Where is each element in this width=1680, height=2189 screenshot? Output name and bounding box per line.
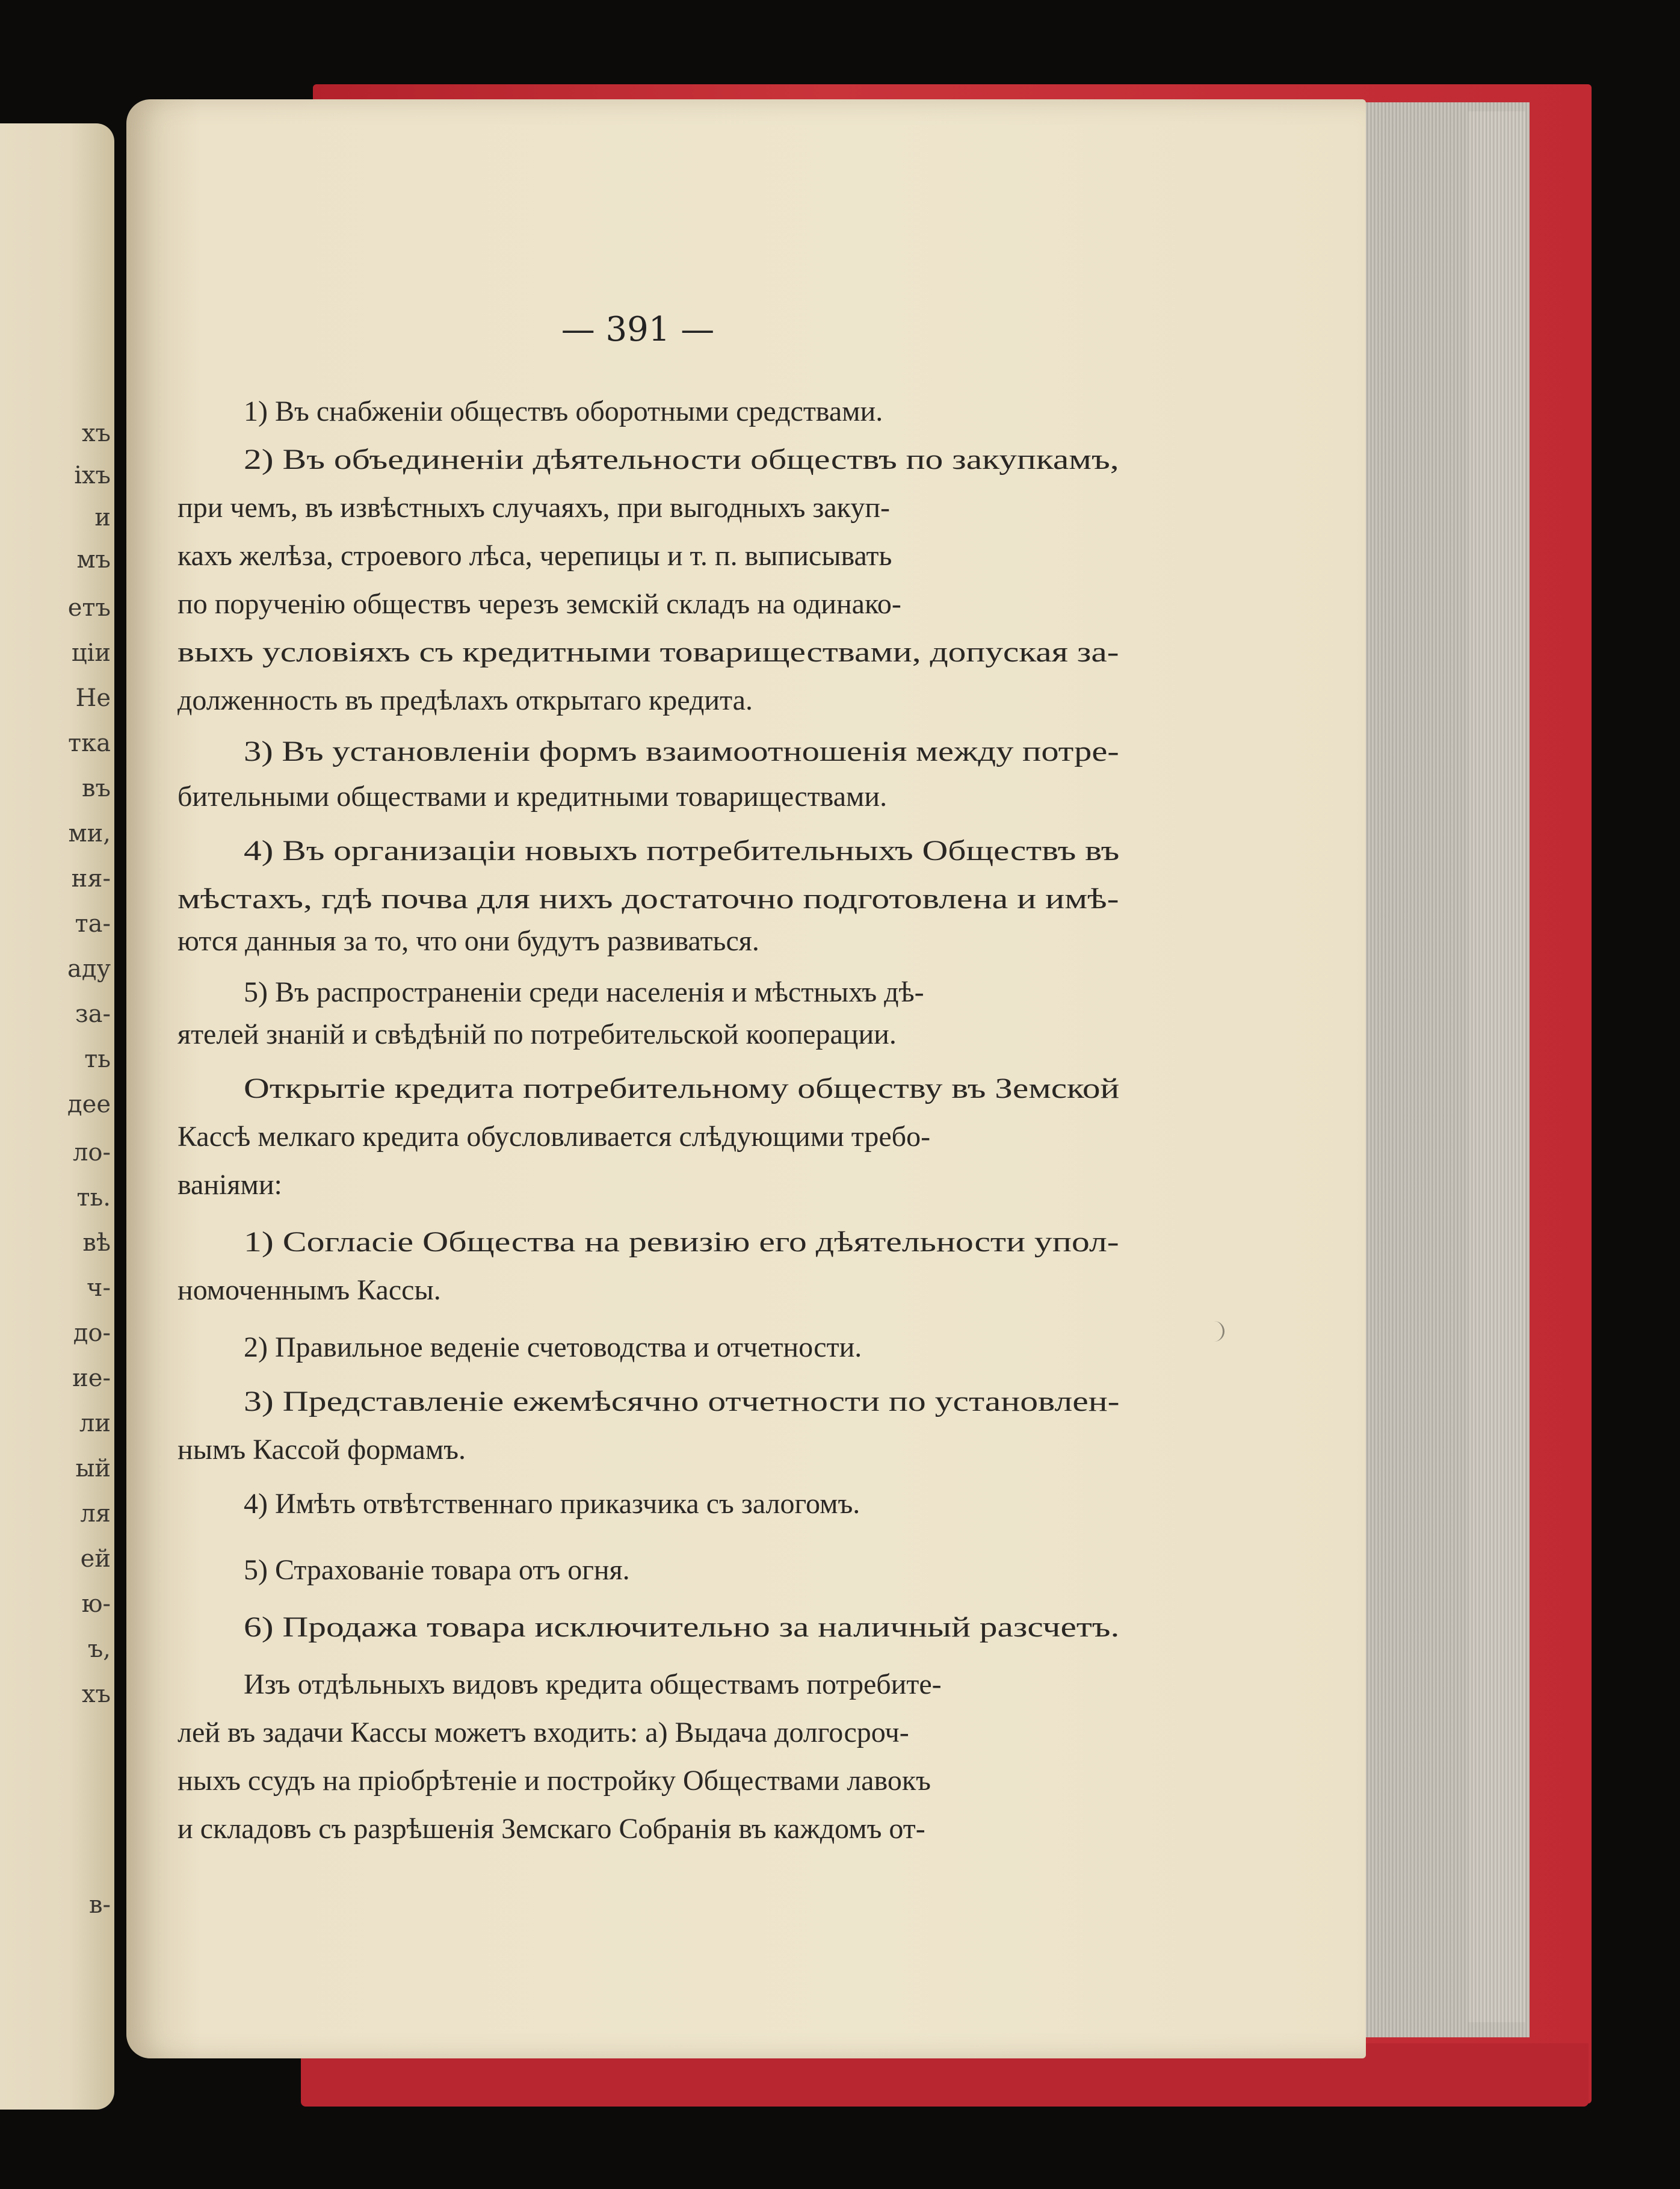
facing-fragment: та-: [75, 910, 111, 938]
facing-fragment: ъ,: [87, 1635, 111, 1663]
facing-fragment: в-: [88, 1891, 111, 1919]
text-line: номоченнымъ Кассы.: [178, 1274, 441, 1306]
text-line: мѣстахъ, гдѣ почва для нихъ достаточно подготовлена и имѣ-: [178, 883, 1119, 915]
text-line: 5) Страхованіе товара отъ огня.: [244, 1554, 630, 1586]
text-line: 1) Въ снабженіи обществъ оборотными средствами.: [244, 395, 883, 427]
facing-fragment: етъ: [67, 594, 111, 622]
facing-fragment: ли: [79, 1410, 111, 1437]
text-line: долженность въ предѣлахъ открытаго кредита.: [178, 684, 753, 716]
facing-fragment: въ: [82, 775, 111, 802]
facing-fragment: и: [94, 504, 111, 531]
text-line: 6) Продажа товара исключительно за наличный разсчетъ.: [244, 1611, 1120, 1643]
facing-fragment: дее: [67, 1091, 111, 1118]
text-line: 3) Въ установленіи формъ взаимоотношенія между потре-: [244, 735, 1119, 767]
text-line: 3) Представленіе ежемѣсячно отчетности по установлен-: [244, 1386, 1120, 1417]
text-line: нымъ Кассой формамъ.: [178, 1434, 466, 1466]
text-line: 5) Въ распространеніи среди населенія и мѣстныхъ дѣ-: [244, 976, 924, 1008]
text-line: при чемъ, въ извѣстныхъ случаяхъ, при выгодныхъ закуп-: [178, 492, 890, 524]
facing-fragment: ня-: [71, 865, 111, 893]
text-line: 4) Въ организаціи новыхъ потребительныхъ Обществъ въ: [244, 835, 1120, 867]
text-line: по порученію обществъ черезъ земскій складъ на одинако-: [178, 588, 901, 620]
page-block-edge-inner: [1468, 111, 1525, 2022]
facing-fragment: хъ: [81, 420, 111, 447]
text-line: 2) Правильное веденіе счетоводства и отчетности.: [244, 1331, 862, 1363]
text-line: лей въ задачи Кассы можетъ входить: а) Выдача долгосроч-: [178, 1717, 909, 1748]
text-line: ныхъ ссудъ на пріобрѣтеніе и постройку Обществами лавокъ: [178, 1765, 931, 1797]
text-line: Кассѣ мелкаго кредита обусловливается слѣдующими требо-: [178, 1121, 931, 1153]
text-line: Открытіе кредита потребительному обществу въ Земской: [244, 1073, 1120, 1104]
facing-fragment: Не: [75, 684, 111, 712]
facing-fragment: ие-: [72, 1364, 111, 1392]
text-line: и складовъ съ разрѣшенія Земскаго Собранія въ каждомъ от-: [178, 1813, 925, 1845]
text-line: Изъ отдѣльныхъ видовъ кредита обществамъ потребите-: [244, 1668, 942, 1700]
facing-fragment: іхъ: [74, 462, 111, 489]
facing-fragment: ть: [84, 1045, 111, 1073]
facing-fragment: ю-: [81, 1590, 111, 1618]
text-line: выхъ условіяхъ съ кредитными товариществами, допуская за-: [178, 636, 1119, 668]
facing-fragment: ми,: [68, 820, 111, 847]
facing-fragment: хъ: [81, 1680, 111, 1708]
facing-page: [0, 123, 114, 2110]
facing-fragment: мъ: [76, 546, 111, 574]
page-number: — 391 —: [561, 310, 715, 349]
text-line: 4) Имѣть отвѣтственнаго приказчика съ залогомъ.: [244, 1488, 860, 1520]
text-line: кахъ желѣза, строевого лѣса, черепицы и т. п. выписывать: [178, 540, 892, 572]
facing-fragment: аду: [67, 955, 111, 983]
facing-fragment: ый: [75, 1455, 111, 1482]
facing-fragment: ч-: [87, 1274, 111, 1302]
text-line: 1) Согласіе Общества на ревизію его дѣятельности упол-: [244, 1226, 1119, 1258]
facing-fragment: вѣ: [82, 1229, 111, 1257]
facing-fragment: до-: [73, 1319, 111, 1347]
facing-fragment: ло-: [72, 1139, 111, 1166]
text-line: ваніями:: [178, 1169, 282, 1201]
text-line: ятелей знаній и свѣдѣній по потребительской кооперации.: [178, 1018, 897, 1050]
text-line: бительными обществами и кредитными товариществами.: [178, 781, 888, 813]
text-line: 2) Въ объединеніи дѣятельности обществъ по закупкамъ,: [244, 444, 1119, 475]
facing-fragment: за-: [75, 1000, 111, 1028]
text-line: ются данныя за то, что они будутъ развиваться.: [178, 925, 759, 957]
facing-fragment: ціи: [71, 639, 111, 667]
facing-fragment: ей: [80, 1545, 111, 1573]
facing-fragment: ля: [80, 1500, 111, 1528]
facing-fragment: тка: [68, 729, 111, 757]
facing-fragment: ть.: [76, 1184, 111, 1212]
